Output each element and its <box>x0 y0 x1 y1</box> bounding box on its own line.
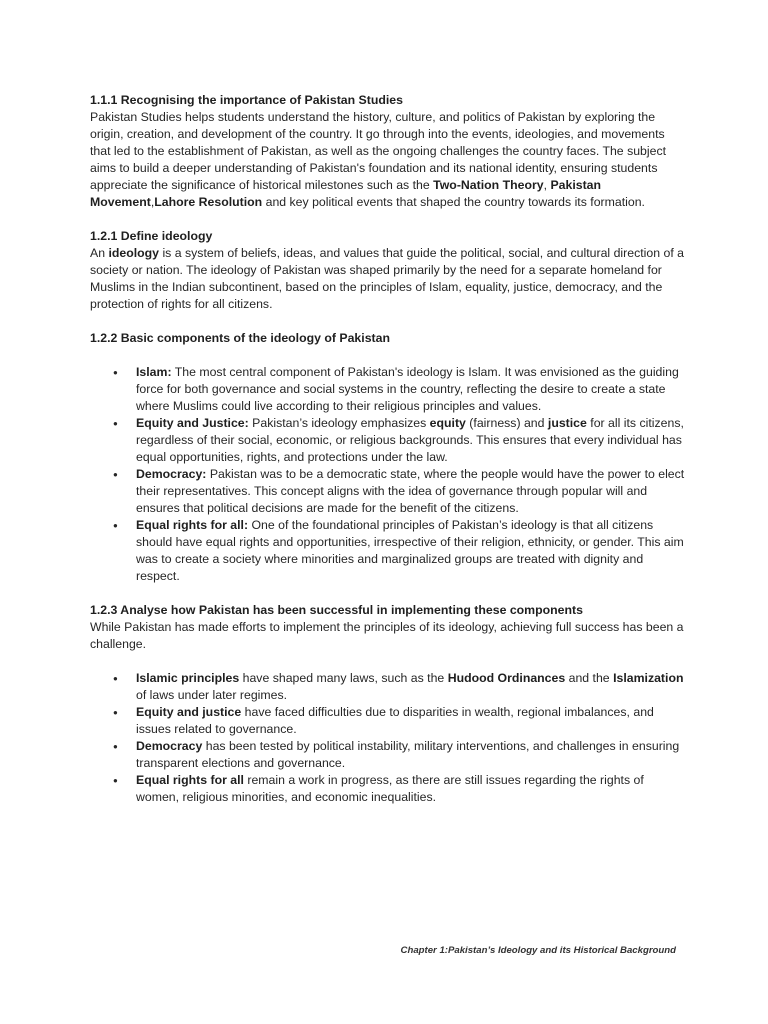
list-item: ● Islamic principles have shaped many laws, such as the Hudood Ordinances and the Islamization of laws under later regimes. <box>90 670 686 704</box>
list-item: ● Equity and justice have faced difficulties due to disparities in wealth, regional imbalances, and issues related to governance. <box>90 704 686 738</box>
component-list <box>90 364 686 585</box>
page-footer: Chapter 1:Pakistan’s Ideology and its Historical Background <box>400 945 676 956</box>
section-heading: 1.2.3 Analyse how Pakistan has been successful in implementing these components <box>90 603 583 617</box>
list-item: ● Equal rights for all remain a work in progress, as there are still issues regarding the rights of women, religious minorities, and economic inequalities. <box>90 772 686 806</box>
section-heading: 1.1.1 Recognising the importance of Pakistan Studies <box>90 93 403 107</box>
section-paragraph: While Pakistan has made efforts to implement the principles of its ideology, achieving full success has been a challenge. <box>90 620 684 651</box>
list-item: ● Democracy: Pakistan was to be a democratic state, where the people would have the power to elect their representatives. This concept aligns with the idea of governance through popular will and ensures that political decisions are made for the benefit of the citizens. <box>90 466 686 517</box>
section-1-2-1 <box>90 228 686 313</box>
list-item: ● Democracy has been tested by political instability, military interventions, and challenges in ensuring transparent elections and governance. <box>90 738 686 772</box>
section-1-2-3 <box>90 602 686 806</box>
list-item: ● Equity and Justice: Pakistan’s ideology emphasizes equity (fairness) and justice for all its citizens, regardless of their social, economic, or religious backgrounds. This ensures that every individual has equal opportunities, rights, and protections under the law. <box>90 415 686 466</box>
list-item: ● Equal rights for all: One of the foundational principles of Pakistan’s ideology is that all citizens should have equal rights and opportunities, irrespective of their religion, ethnicity, or gender. This aim was to create a society where minorities and marginalized groups are treated with dignity and respect. <box>90 517 686 585</box>
section-heading: 1.2.1 Define ideology <box>90 229 213 243</box>
section-paragraph: Pakistan Studies helps students understand the history, culture, and politics of Pakistan by exploring the origin, creation, and development of the country. It go through into the events, ideologies, and movements that led to the establishment of Pakistan, as well as the ongoing challenges the country faces. The subject aims to build a deeper understanding of Pakistan's foundation and its national identity, ensuring students appreciate the significance of historical milestones such as the Two-Nation Theory, Pakistan Movement,Lahore Resolution and key political events that shaped the country towards its formation. <box>90 110 667 209</box>
success-list <box>90 670 686 806</box>
section-1-1-1 <box>90 92 686 211</box>
section-paragraph: An ideology is a system of beliefs, ideas, and values that guide the political, social, and cultural direction of a society or nation. The ideology of Pakistan was shaped primarily by the need for a separate homeland for Muslims in the Indian subcontinent, based on the principles of Islam, equality, justice, democracy, and the protection of rights for all citizens. <box>90 246 684 311</box>
section-heading: 1.2.2 Basic components of the ideology of Pakistan <box>90 331 390 345</box>
list-item: ● Islam: The most central component of Pakistan's ideology is Islam. It was envisioned as the guiding force for both governance and social systems in the country, reflecting the desire to create a state where Muslims could live according to their religious principles and values. <box>90 364 686 415</box>
section-1-2-2 <box>90 330 686 585</box>
document-body <box>90 92 686 823</box>
